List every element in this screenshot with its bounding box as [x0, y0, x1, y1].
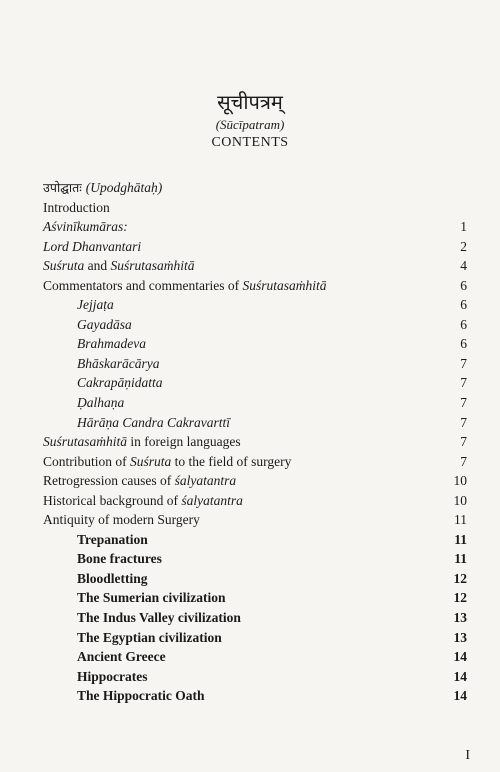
toc-entry-title [77, 667, 148, 687]
toc-entry-title-segment: Ancient Greece [77, 649, 166, 665]
toc-entry-title-segment: Suśrutasaṁhitā [242, 277, 327, 293]
toc-entry-page: 11 [454, 551, 467, 567]
toc-entry [43, 295, 467, 315]
toc-entry-title-segment: Suśruta [130, 453, 172, 469]
toc-entry-page: 12 [453, 570, 467, 586]
toc-entry-title-segment: Retrogression causes of [43, 473, 175, 489]
toc-entry-title-segment: Hārāṇa Candra Cakravarttī [77, 414, 231, 430]
toc-entry-title-segment: in foreign languages [127, 434, 241, 450]
toc-entry-page: 14 [453, 649, 467, 665]
toc-entry [43, 588, 467, 608]
toc-entry [43, 667, 467, 687]
toc-entry [43, 198, 467, 218]
toc-entry-page: 7 [460, 434, 467, 450]
toc-entry-title-segment: The Sumerian civilization [77, 590, 226, 606]
toc-entry-page: 7 [460, 414, 467, 430]
toc-entry-page: 7 [460, 453, 467, 469]
toc-entry-title [43, 198, 110, 218]
toc-entry-title [77, 628, 222, 648]
toc-entry [43, 686, 467, 706]
toc-entry-page: 7 [460, 375, 467, 391]
toc-entry [43, 608, 467, 628]
toc-entry-page: 14 [453, 688, 467, 704]
toc-entry-title-segment: Jejjaṭa [77, 297, 114, 313]
toc-entry-title [77, 393, 124, 413]
toc-entry [43, 530, 467, 550]
toc-entry-title [43, 432, 241, 452]
toc-entry-page: 7 [460, 395, 467, 411]
toc-entry-title-segment: Bhāskarācārya [77, 355, 160, 371]
toc-entry [43, 178, 467, 198]
toc-entry-title [77, 647, 166, 667]
toc-entry-title-segment: The Hippocratic Oath [77, 688, 205, 704]
toc-entry [43, 510, 467, 530]
toc-entry-page: 13 [453, 629, 467, 645]
toc-entry [43, 354, 467, 374]
toc-entry [43, 276, 467, 296]
toc-entry-page: 10 [453, 473, 467, 489]
toc-entry-page: 13 [453, 610, 467, 626]
toc-entry [43, 237, 467, 257]
toc-entry-page: 11 [454, 531, 467, 547]
toc-entry-page: 6 [460, 316, 467, 332]
toc-entry-title-segment: Cakrapāṇidatta [77, 375, 163, 391]
title-transliteration: (Sūcīpatram) [215, 117, 285, 132]
toc-entry-title [43, 471, 236, 491]
toc-entry-title [77, 354, 159, 374]
toc-entry-title-segment: Gayadāsa [77, 316, 132, 332]
table-of-contents [43, 178, 467, 706]
toc-entry-page: 12 [453, 590, 467, 606]
title-devanagari: सूचीपत्रम् [217, 90, 283, 114]
toc-entry [43, 432, 467, 452]
toc-entry-title [77, 315, 132, 335]
toc-entry-page: 1 [460, 219, 467, 235]
toc-entry [43, 569, 467, 589]
toc-entry-page: 6 [460, 336, 467, 352]
toc-entry-title [77, 549, 162, 569]
toc-entry [43, 413, 467, 433]
toc-entry [43, 256, 467, 276]
toc-entry [43, 549, 467, 569]
toc-entry-title [43, 237, 141, 257]
toc-entry-title-segment: Suśruta [43, 258, 85, 274]
toc-entry-title-segment: Ḍalhaṇa [77, 395, 125, 411]
toc-entry-title [77, 334, 146, 354]
toc-entry-title-segment: śalyatantra [181, 492, 243, 508]
toc-entry-title-segment: Bloodletting [77, 570, 148, 586]
toc-entry [43, 217, 467, 237]
toc-entry-title [77, 373, 163, 393]
toc-entry-title-segment: Contribution of [43, 453, 130, 469]
toc-entry-title-segment: Aśvinīkumāras: [43, 219, 128, 235]
toc-entry-title-segment: Brahmadeva [77, 336, 146, 352]
toc-entry [43, 334, 467, 354]
toc-entry-title-segment: Hippocrates [77, 668, 148, 684]
toc-entry-title [77, 588, 226, 608]
toc-entry-title [43, 217, 128, 237]
toc-entry [43, 471, 467, 491]
toc-entry [43, 647, 467, 667]
toc-entry-page: 4 [460, 258, 467, 274]
toc-entry-title [77, 686, 205, 706]
toc-entry-title [43, 452, 291, 472]
toc-entry-title [43, 510, 200, 530]
toc-entry-page: 10 [453, 492, 467, 508]
toc-entry-title [43, 276, 326, 296]
toc-entry-title-segment: Lord Dhanvantari [43, 238, 142, 254]
toc-entry-title [77, 608, 241, 628]
toc-entry [43, 373, 467, 393]
toc-entry-title-segment: The Indus Valley civilization [77, 610, 241, 626]
page-number: I [465, 748, 470, 763]
toc-entry-title [77, 569, 148, 589]
toc-entry-title-segment: Bone fractures [77, 551, 162, 567]
toc-entry-title-segment: Introduction [43, 199, 110, 215]
toc-entry [43, 628, 467, 648]
toc-entry-page: 2 [460, 238, 467, 254]
toc-entry [43, 491, 467, 511]
toc-entry [43, 315, 467, 335]
toc-entry-title-segment: Suśrutasaṁhitā [110, 258, 195, 274]
toc-entry-title [43, 256, 195, 276]
toc-entry-page: 14 [453, 668, 467, 684]
toc-entry-title-segment: śalyatantra [174, 473, 237, 489]
toc-entry-title-segment: Trepanation [77, 531, 148, 547]
toc-entry-title [77, 295, 114, 315]
toc-entry-title-segment: to the field of surgery [171, 453, 292, 469]
toc-entry-title-segment: Suśrutasaṁhitā [43, 434, 128, 450]
toc-entry-page: 6 [460, 277, 467, 293]
title-contents: CONTENTS [211, 135, 289, 150]
toc-entry [43, 452, 467, 472]
toc-entry-title-segment: Historical background of [43, 492, 182, 508]
toc-entry-title [77, 413, 230, 433]
toc-entry-title-segment: and [84, 258, 111, 274]
toc-entry-page: 7 [460, 355, 467, 371]
toc-entry-title [77, 530, 148, 550]
toc-entry-title-segment: Commentators and commentaries of [43, 277, 243, 293]
toc-entry-title-segment: (Upodghātaḥ) [85, 180, 163, 195]
toc-entry-page: 11 [454, 512, 467, 528]
toc-entry-title-segment: The Egyptian civilization [77, 629, 222, 645]
toc-entry-title-segment: उपोद्घातः [43, 180, 86, 195]
toc-entry-title [43, 491, 243, 511]
toc-entry-title-segment: Antiquity of modern Surgery [43, 512, 200, 528]
toc-entry [43, 393, 467, 413]
toc-entry-title [43, 178, 162, 198]
toc-entry-page: 6 [460, 297, 467, 313]
